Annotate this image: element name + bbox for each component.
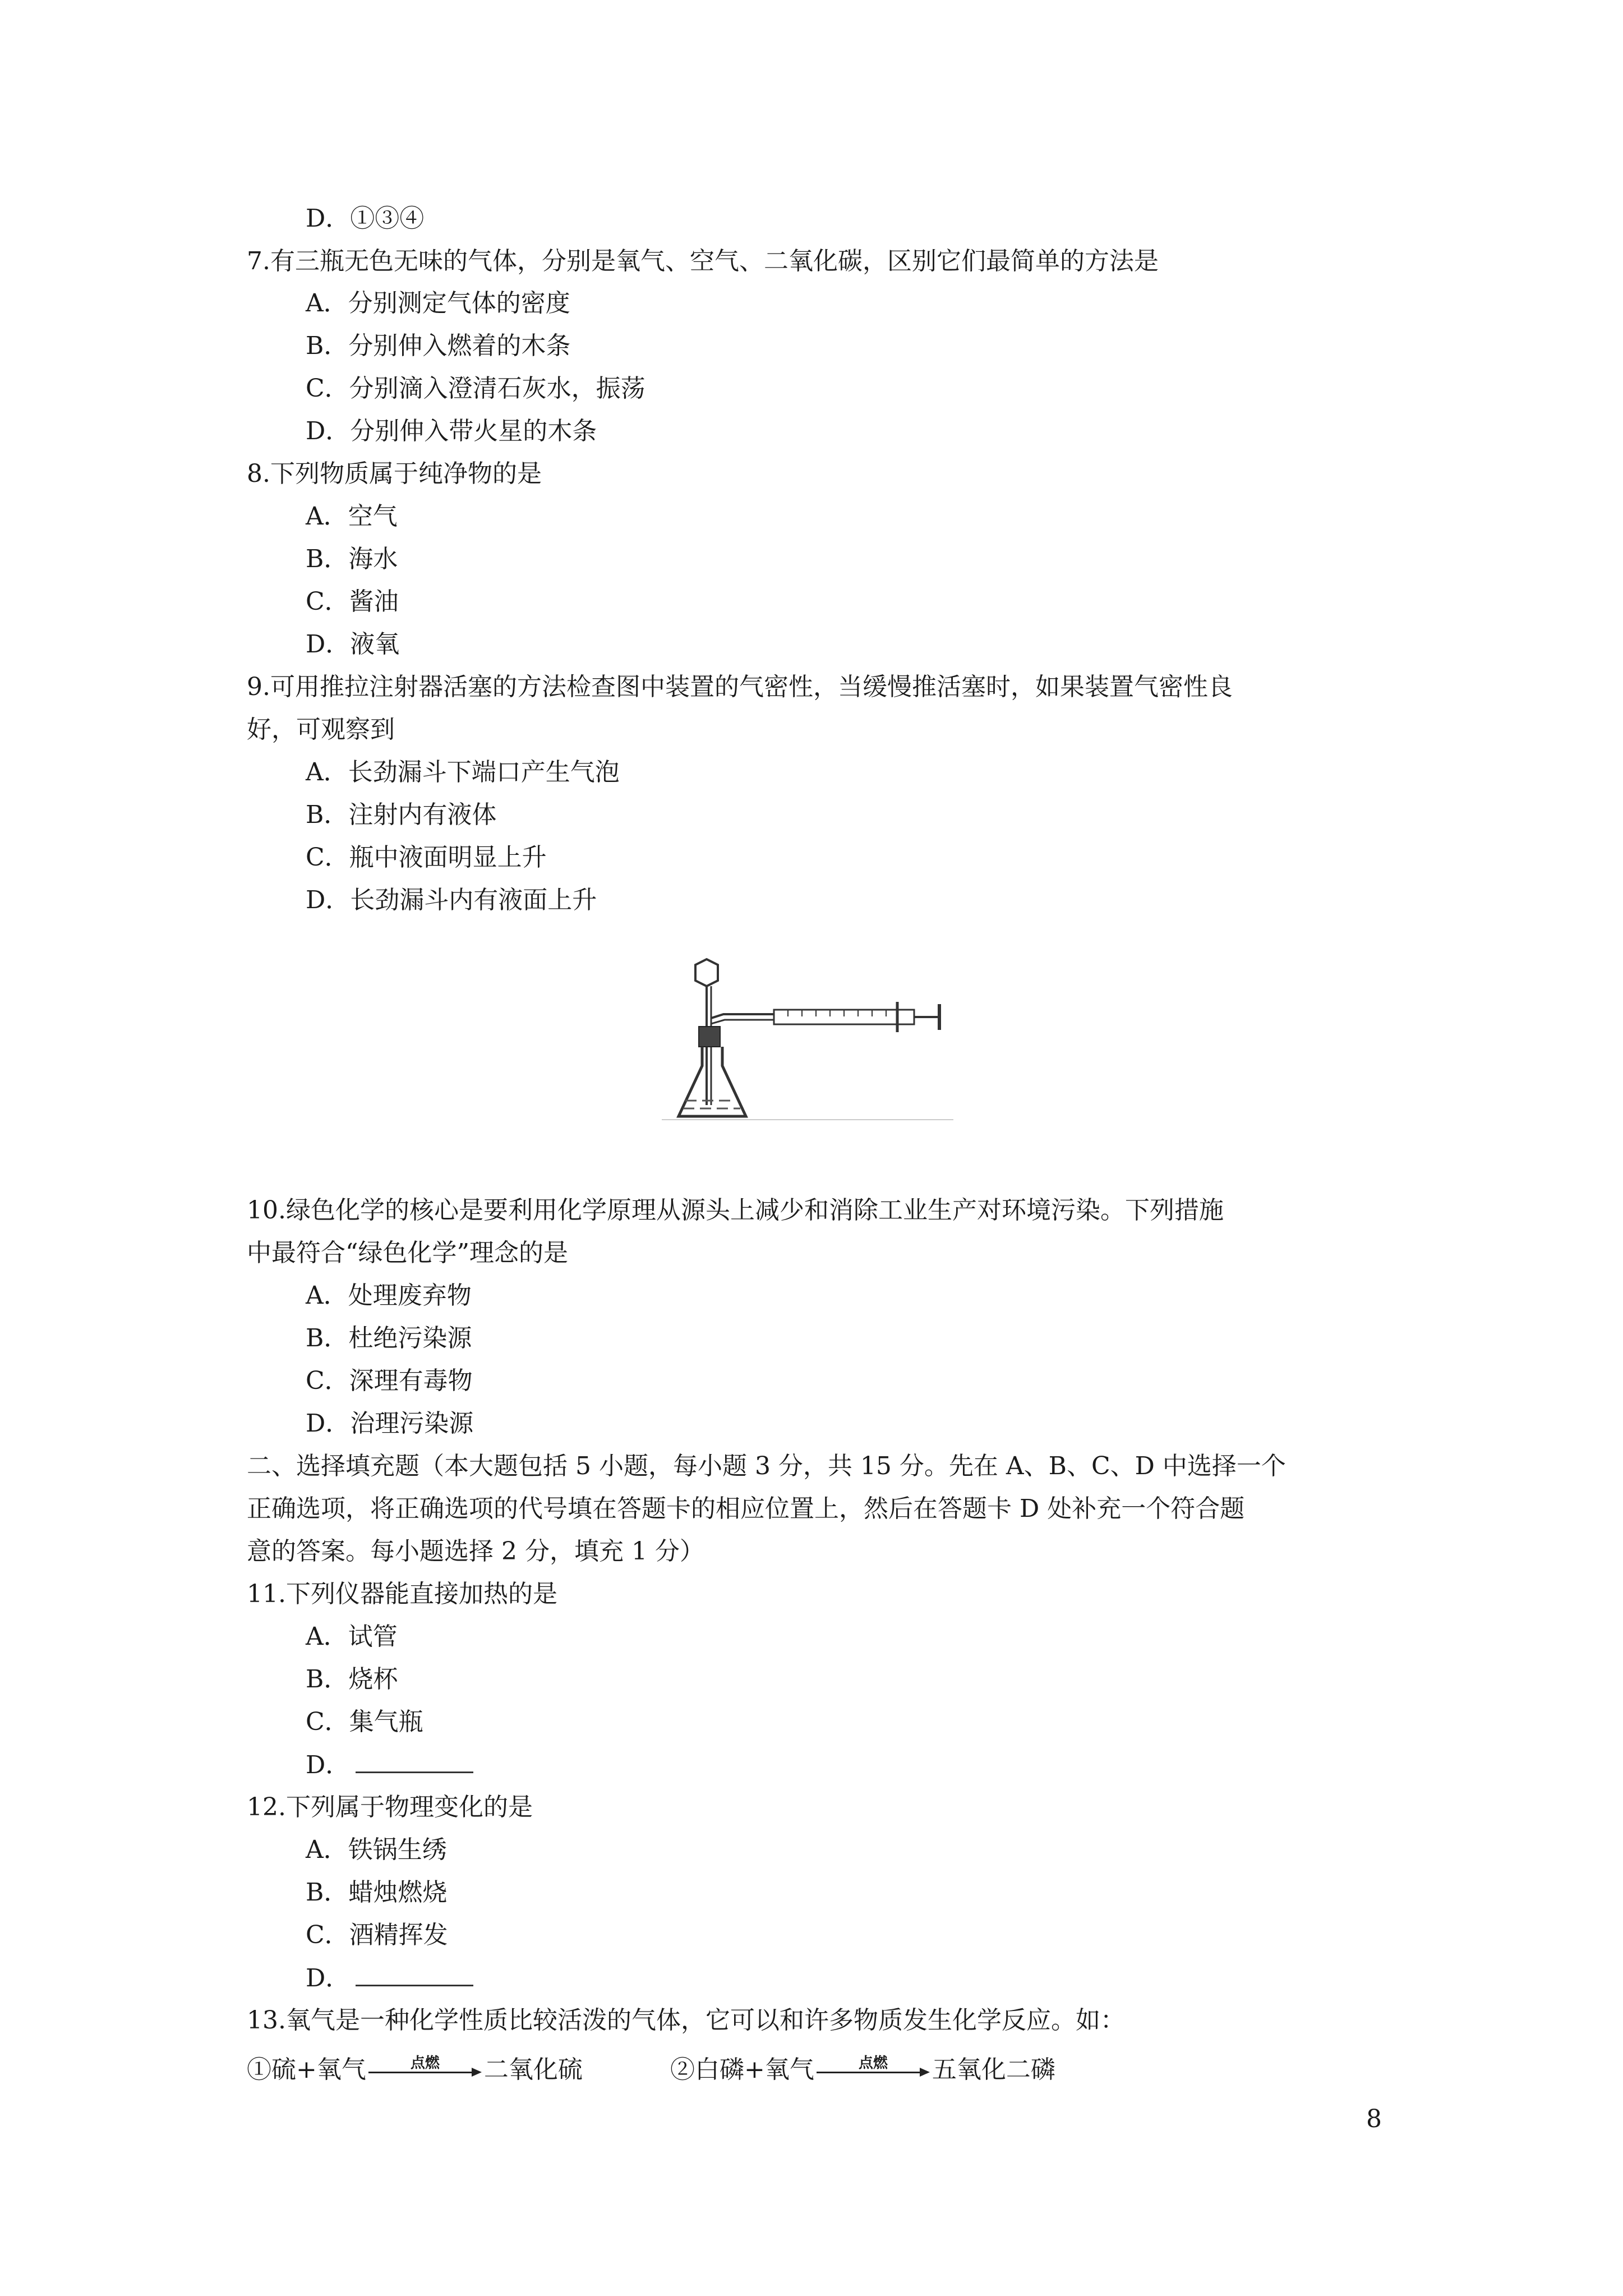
line-text: 13.氧气是一种化学性质比较活泼的气体，它可以和许多物质发生化学反应。如： [247, 2006, 1125, 2035]
reaction-condition: 点燃 [410, 2055, 440, 2072]
line-q11-stem [247, 1577, 557, 1611]
line-text: 11.下列仪器能直接加热的是 [247, 1580, 557, 1608]
answer-blank [356, 1748, 473, 1773]
line-text: B．杜绝污染源 [306, 1324, 472, 1352]
line-q10-c [306, 1364, 473, 1398]
equation-reactants: ①硫+氧气 [247, 2055, 366, 2084]
line-text: B．分别伸入燃着的木条 [306, 332, 571, 360]
delivery-tube [711, 1014, 774, 1018]
line-q7-stem [247, 245, 1159, 278]
line-q9-c [306, 841, 547, 875]
line-text: D．治理污染源 [306, 1409, 474, 1438]
line-q12-d [306, 1961, 473, 1995]
line-q7-a [306, 287, 570, 320]
line-q9-d [306, 884, 597, 917]
line-sec2-1 [247, 1450, 1286, 1483]
line-text: D．①③④ [306, 204, 425, 233]
conical-flask [679, 1047, 746, 1116]
line-q8-stem [247, 457, 542, 491]
funnel-bulb [695, 959, 718, 986]
line-q7-b [306, 329, 570, 363]
line-q11-d [306, 1748, 473, 1782]
line-q10-stem-2 [247, 1236, 568, 1270]
line-q9-stem-2 [247, 713, 395, 747]
line-text: C．分别滴入澄清石灰水，振荡 [306, 374, 645, 403]
line-text: B．蜡烛燃烧 [306, 1878, 448, 1907]
line-text: A．处理废弃物 [306, 1281, 472, 1310]
line-q12-b [306, 1876, 447, 1910]
line-q11-a [306, 1620, 398, 1654]
syringe [774, 1002, 939, 1032]
line-text: 8.下列物质属于纯净物的是 [247, 459, 542, 488]
line-q10-stem-1 [247, 1194, 1224, 1227]
line-text: C．酒精挥发 [306, 1921, 448, 1949]
equation-reactants: ②白磷+氧气 [670, 2055, 814, 2084]
page-number: 8 [1366, 2105, 1382, 2133]
line-sec2-3 [247, 1535, 704, 1568]
line-text: 中最符合“绿色化学”理念的是 [247, 1239, 568, 1267]
equation-2 [670, 2053, 1055, 2087]
line-q9-stem-1 [247, 670, 1233, 704]
line-text: D．分别伸入带火星的木条 [306, 417, 597, 445]
line-text: D．液氧 [306, 630, 400, 659]
line-q12-a [306, 1833, 447, 1867]
line-text: 意的答案。每小题选择 2 分，填充 1 分） [247, 1537, 704, 1566]
answer-blank [356, 1961, 473, 1986]
line-text: A．空气 [306, 502, 398, 531]
line-q8-b [306, 542, 398, 576]
line-q7-c [306, 372, 645, 406]
line-text: A．铁锅生绣 [306, 1835, 447, 1864]
line-text: A．分别测定气体的密度 [306, 289, 570, 318]
line-text: 正确选项，将正确选项的代号填在答题卡的相应位置上，然后在答题卡 D 处补充一个符合题 [247, 1494, 1245, 1523]
line-text: 10.绿色化学的核心是要利用化学原理从源头上减少和消除工业生产对环境污染。下列措施 [247, 1196, 1224, 1225]
line-text: D．长劲漏斗内有液面上升 [306, 886, 597, 914]
reaction-arrow-icon [366, 2053, 484, 2087]
line-q8-c [306, 585, 399, 619]
line-q11-c [306, 1705, 423, 1739]
line-q12-stem [247, 1791, 533, 1824]
line-q12-c [306, 1918, 448, 1952]
line-text: D． [306, 1751, 351, 1779]
line-q10-a [306, 1279, 472, 1313]
line-q8-d [306, 628, 399, 661]
line-text: 12.下列属于物理变化的是 [247, 1793, 533, 1821]
line-text: C．集气瓶 [306, 1708, 423, 1736]
line-q7-d [306, 415, 597, 448]
reaction-arrow-icon [814, 2053, 932, 2087]
line-text: B．海水 [306, 545, 398, 573]
line-text: 好，可观察到 [247, 715, 395, 744]
line-text: C．瓶中液面明显上升 [306, 843, 547, 872]
line-text: 7.有三瓶无色无味的气体，分别是氧气、空气、二氧化碳，区别它们最简单的方法是 [247, 247, 1159, 275]
line-q8-a [306, 500, 398, 533]
line-text: B．烧杯 [306, 1665, 398, 1694]
line-text: B．注射内有液体 [306, 800, 497, 829]
line-sec2-2 [247, 1492, 1244, 1526]
line-q10-d [306, 1407, 473, 1441]
equation-1 [247, 2053, 583, 2087]
equation-product: 五氧化二磷 [932, 2055, 1055, 2084]
line-text: 二、选择填充题（本大题包括 5 小题，每小题 3 分，共 15 分。先在 A、B、C、D 中选择一个 [247, 1452, 1286, 1480]
line-text: A．长劲漏斗下端口产生气泡 [306, 758, 620, 786]
line-q11-b [306, 1663, 398, 1696]
stopper [699, 1027, 720, 1047]
line-q6-d [306, 202, 424, 236]
equation-product: 二氧化硫 [483, 2055, 583, 2084]
line-text: D． [306, 1964, 351, 1993]
line-text: 9.可用推拉注射器活塞的方法检查图中装置的气密性，当缓慢推活塞时，如果装置气密性良 [247, 673, 1233, 701]
line-text: C．酱油 [306, 587, 399, 616]
line-q13-stem [247, 2004, 1125, 2037]
reaction-condition: 点燃 [858, 2055, 888, 2072]
apparatus-figure [662, 954, 953, 1133]
line-q9-a [306, 756, 620, 789]
line-text: A．试管 [306, 1622, 398, 1651]
line-q10-b [306, 1322, 472, 1355]
line-q9-b [306, 798, 496, 832]
line-text: C．深理有毒物 [306, 1366, 473, 1395]
